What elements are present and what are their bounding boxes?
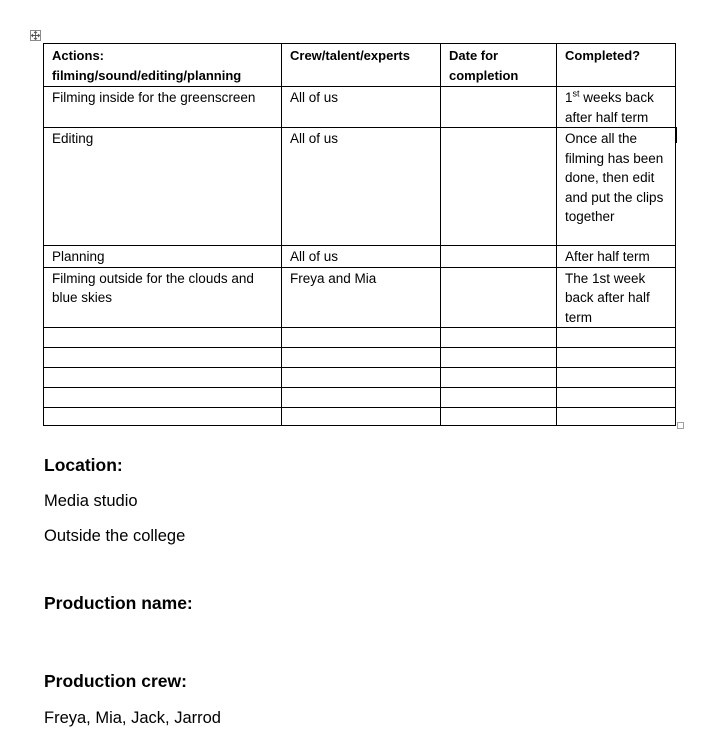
cell-completed[interactable]: The 1st week back after half term [557, 267, 676, 328]
cell-action[interactable]: Filming outside for the clouds and blue skies [44, 267, 282, 328]
empty-cell[interactable] [557, 388, 676, 408]
empty-cell[interactable] [282, 408, 441, 426]
header-completed[interactable]: Completed? [557, 44, 676, 87]
header-crew[interactable]: Crew/talent/experts [282, 44, 441, 87]
production-crew-heading: Production crew: [44, 671, 187, 691]
empty-cell[interactable] [44, 328, 282, 348]
production-plan-table [43, 43, 676, 426]
empty-cell[interactable] [441, 348, 557, 368]
empty-table-row [44, 408, 676, 426]
empty-cell[interactable] [44, 348, 282, 368]
empty-cell[interactable] [557, 408, 676, 426]
production-crew-value[interactable]: Freya, Mia, Jack, Jarrod [44, 709, 221, 727]
table-row [44, 267, 676, 328]
empty-cell[interactable] [282, 368, 441, 388]
table-row [44, 128, 676, 246]
cell-date[interactable] [441, 267, 557, 328]
header-date[interactable]: Date for completion [441, 44, 557, 87]
empty-cell[interactable] [44, 388, 282, 408]
cell-action[interactable]: Planning [44, 246, 282, 268]
text-cursor [676, 127, 677, 143]
empty-cell[interactable] [557, 348, 676, 368]
header-actions[interactable]: Actions: filming/sound/editing/planning [44, 44, 282, 87]
cell-action[interactable]: Filming inside for the greenscreen [44, 87, 282, 128]
empty-cell[interactable] [441, 408, 557, 426]
empty-cell[interactable] [441, 368, 557, 388]
cell-date[interactable] [441, 87, 557, 128]
cell-date[interactable] [441, 128, 557, 246]
cell-crew[interactable]: All of us [282, 87, 441, 128]
cell-crew[interactable]: Freya and Mia [282, 267, 441, 328]
cell-crew[interactable]: All of us [282, 246, 441, 268]
empty-cell[interactable] [44, 368, 282, 388]
cell-crew[interactable]: All of us [282, 128, 441, 246]
table-move-handle-icon[interactable] [30, 30, 41, 41]
empty-cell[interactable] [557, 368, 676, 388]
production-name-heading: Production name: [44, 593, 193, 613]
cell-completed[interactable]: 1st weeks back after half term [557, 87, 676, 128]
cell-completed[interactable]: After half term [557, 246, 676, 268]
table-row [44, 246, 676, 268]
empty-cell[interactable] [282, 328, 441, 348]
location-item[interactable]: Outside the college [44, 527, 186, 545]
table-row [44, 87, 676, 128]
empty-cell[interactable] [282, 388, 441, 408]
empty-table-row [44, 388, 676, 408]
empty-cell[interactable] [557, 328, 676, 348]
cell-action[interactable]: Editing [44, 128, 282, 246]
cell-date[interactable] [441, 246, 557, 268]
table-header-row [44, 44, 676, 87]
cell-completed[interactable]: Once all the filming has been done, then edit and put the clips together [557, 128, 676, 246]
empty-cell[interactable] [441, 388, 557, 408]
location-heading: Location: [44, 455, 123, 475]
empty-table-row [44, 328, 676, 348]
empty-cell[interactable] [282, 348, 441, 368]
location-item[interactable]: Media studio [44, 492, 138, 510]
table-resize-handle-icon[interactable] [677, 422, 684, 429]
empty-table-row [44, 348, 676, 368]
empty-cell[interactable] [44, 408, 282, 426]
empty-table-row [44, 368, 676, 388]
empty-cell[interactable] [441, 328, 557, 348]
